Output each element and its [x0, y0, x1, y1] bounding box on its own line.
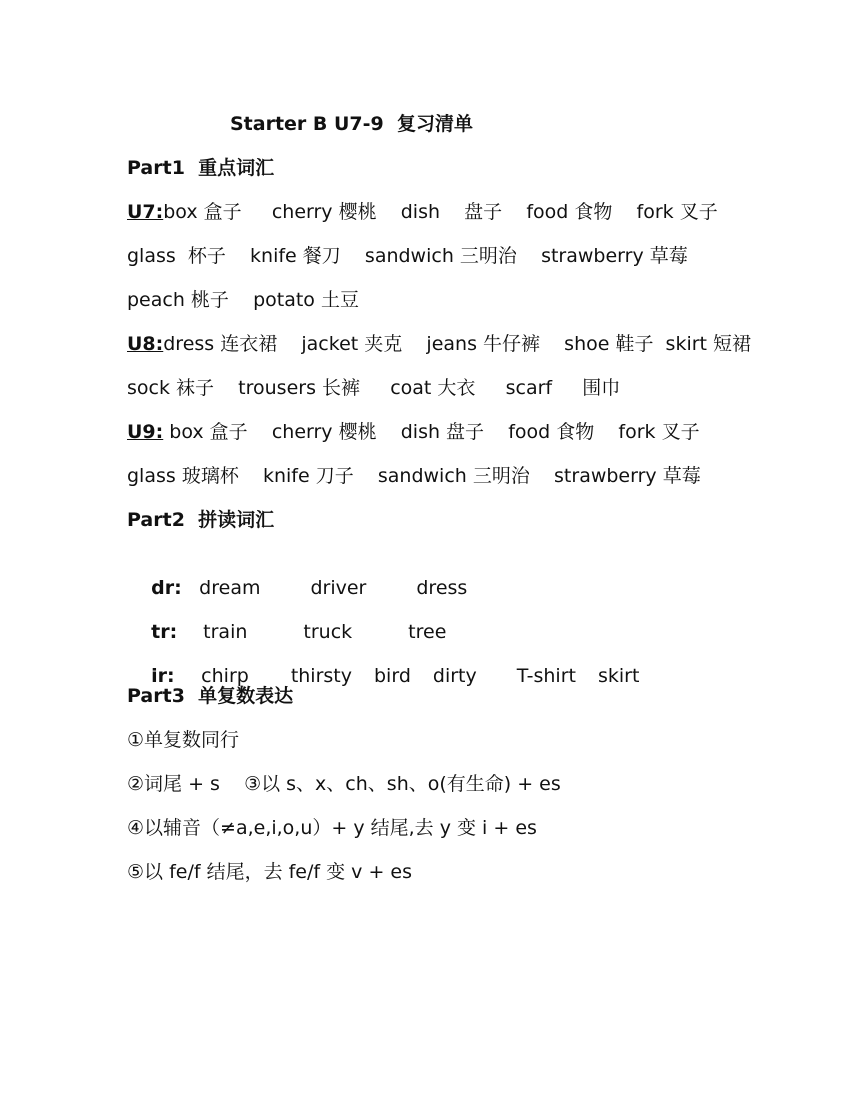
document-title: Starter B U7-9 复习清单 — [230, 113, 473, 135]
phonics-word: tree — [408, 621, 447, 643]
u9-label: U9: — [127, 421, 164, 443]
u7-words-2: glass 杯子 knife 餐刀 sandwich 三明治 strawberry 草莓 — [127, 245, 688, 267]
phonics-word: train — [203, 621, 248, 643]
phonics-word: driver — [310, 577, 367, 599]
u7-words-3: peach 桃子 potato 土豆 — [127, 289, 359, 311]
u7-words-1: box 盒子 cherry 樱桃 dish 盘子 food 食物 fork 叉子 — [163, 201, 718, 223]
phonics-word: chirp — [201, 665, 249, 687]
u8-words-2: sock 袜子 trousers 长裤 coat 大衣 scarf 围巾 — [127, 377, 621, 399]
phonics-label: ir: — [151, 665, 175, 687]
u7-label: U7: — [127, 201, 164, 223]
phonics-word: T-shirt — [516, 665, 576, 687]
u9-line-1 — [127, 420, 700, 444]
plural-rule-1: ①单复数同行 — [127, 729, 240, 751]
part2-heading: Part2 拼读词汇 — [127, 509, 275, 531]
part3-heading: Part3 单复数表达 — [127, 685, 294, 707]
part1-heading: Part1 重点词汇 — [127, 157, 275, 179]
phonics-word: bird — [374, 665, 411, 687]
phonics-word: dress — [416, 577, 468, 599]
u8-label: U8: — [127, 333, 164, 355]
phonics-word: dream — [199, 577, 261, 599]
u8-line-1 — [127, 332, 751, 356]
phonics-word: dirty — [432, 665, 477, 687]
u9-words-2: glass 玻璃杯 knife 刀子 sandwich 三明治 strawberry 草莓 — [127, 465, 701, 487]
plural-rule-3: ④以辅音（≠a,e,i,o,u）+ y 结尾,去 y 变 i + es — [127, 817, 537, 839]
phonics-word: skirt — [597, 665, 640, 687]
u9-words-1: box 盒子 cherry 樱桃 dish 盘子 food 食物 fork 叉子 — [163, 421, 700, 443]
phonics-label: dr: — [151, 577, 182, 599]
phonics-label: tr: — [151, 621, 178, 643]
phonics-word: thirsty — [290, 665, 352, 687]
u7-line-1 — [127, 200, 718, 224]
plural-rule-4: ⑤以 fe/f 结尾，去 fe/f 变 v + es — [127, 861, 413, 883]
plural-rule-2: ②词尾 + s ③以 s、x、ch、sh、o(有生命) + es — [127, 773, 561, 795]
u8-words-1: dress 连衣裙 jacket 夹克 jeans 牛仔裤 shoe 鞋子 skirt 短裙 — [163, 333, 752, 355]
phonics-word: truck — [303, 621, 353, 643]
